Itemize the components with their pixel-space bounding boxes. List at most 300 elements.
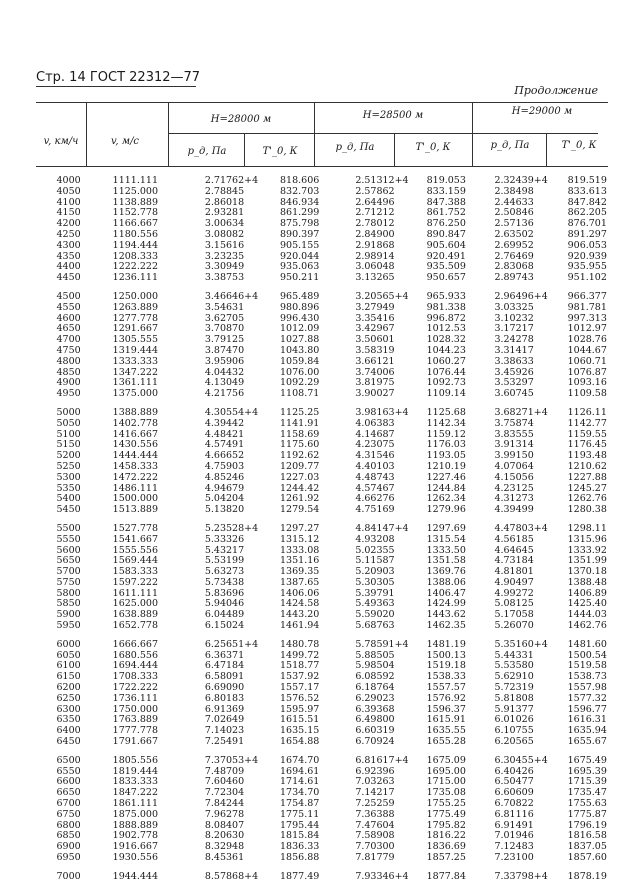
table-cell: 3.27949	[355, 301, 395, 313]
table-cell: 1722.222	[112, 682, 159, 694]
table-cell: 1227.46	[426, 471, 466, 483]
header-t-28000: T'_0, К	[262, 146, 298, 157]
table-cell: 833.613	[567, 185, 607, 197]
table-cell: 6300	[56, 703, 81, 715]
table-cell: 2.84900	[355, 228, 395, 240]
table-cell: 966.377	[567, 290, 607, 302]
table-cell: 3.30949	[204, 261, 245, 273]
table-cell: 1805.556	[112, 754, 159, 766]
table-cell: 1402.778	[112, 417, 159, 429]
table-cell: 1209.77	[280, 460, 320, 472]
table-cell: 1538.33	[426, 671, 466, 683]
table-cell: 1043.80	[280, 344, 320, 356]
table-cell: 1557.57	[426, 682, 466, 694]
table-cell: 819.519	[567, 175, 607, 186]
table-cell: 1109.58	[567, 388, 607, 400]
table-cell: 2.69952	[494, 239, 534, 251]
header-t-28500: T'_0, К	[415, 142, 451, 153]
table-cell: 818.606	[280, 175, 320, 186]
table-cell: 1152.778	[112, 207, 159, 219]
table-cell: 3.75874	[494, 417, 534, 429]
table-cell: 1795.44	[280, 819, 320, 831]
table-cell: 5.73438	[204, 576, 245, 588]
header-p-29000: p_д, Па	[490, 140, 530, 151]
table-cell: 6.01026	[494, 714, 534, 726]
table-cell: 6050	[56, 649, 81, 661]
table-cell: 1279.54	[280, 504, 320, 516]
table-cell: 4.30554+4	[204, 406, 259, 418]
table-cell: 3.42967	[355, 323, 395, 335]
col-divider	[546, 133, 547, 166]
table-cell: 1625.000	[112, 598, 159, 610]
table-cell: 1527.778	[112, 522, 159, 534]
table-cell: 3.00634	[204, 218, 245, 230]
table-cell: 1557.17	[280, 682, 320, 694]
table-cell: 7.12483	[494, 841, 534, 853]
table-cell: 6.69090	[204, 682, 245, 694]
table-cell: 1236.111	[112, 272, 159, 284]
table-cell: 3.58319	[355, 344, 395, 356]
table-cell: 5.35160+4	[494, 638, 548, 650]
table-cell: 3.24278	[494, 334, 534, 346]
table-cell: 6200	[56, 682, 81, 694]
table-cell: 1666.667	[112, 638, 159, 650]
table-cell: 1263.889	[112, 301, 159, 313]
table-head-rule	[36, 166, 608, 167]
table-cell: 2.32439+4	[494, 175, 548, 186]
table-cell: 7.47604	[355, 819, 395, 831]
table-cell: 2.50846	[494, 207, 534, 219]
table-cell: 8.20630	[204, 830, 245, 842]
table-cell: 5.20903	[355, 566, 395, 578]
table-cell: 1754.87	[280, 798, 320, 810]
table-cell: 4.64645	[494, 544, 534, 556]
table-cell: 1261.92	[280, 493, 320, 505]
table-row	[36, 810, 616, 821]
table-cell: 1262.34	[426, 493, 466, 505]
col-divider	[394, 133, 395, 166]
table-cell: 1837.05	[567, 841, 607, 853]
table-cell: 4.73184	[494, 555, 534, 567]
table-cell: 1583.333	[112, 566, 159, 578]
table-cell: 1654.88	[280, 736, 320, 748]
table-row	[36, 303, 616, 314]
table-cell: 1635.55	[426, 725, 466, 737]
table-cell: 1315.96	[567, 533, 607, 545]
table-cell: 4200	[56, 218, 81, 230]
table-cell: 6250	[56, 692, 81, 704]
table-cell: 5750	[56, 576, 81, 588]
table-cell: 1638.889	[112, 609, 159, 621]
table-cell: 2.96496+4	[494, 290, 548, 302]
table-cell: 4850	[56, 366, 81, 378]
table-cell: 1674.70	[280, 754, 320, 766]
table-cell: 5.59020	[355, 609, 395, 621]
table-cell: 4900	[56, 377, 81, 389]
table-cell: 1694.444	[112, 660, 159, 672]
table-cell: 4.48743	[355, 471, 395, 483]
table-cell: 7.58908	[355, 830, 395, 842]
table-cell: 3.81975	[355, 377, 395, 389]
table-cell: 1315.54	[426, 533, 466, 545]
table-cell: 1461.94	[280, 620, 320, 632]
table-row	[36, 872, 616, 883]
table-cell: 4.57467	[355, 482, 395, 494]
table-cell: 3.50601	[355, 334, 395, 346]
table-cell: 1695.39	[567, 765, 607, 777]
table-cell: 4.31273	[494, 493, 534, 505]
table-cell: 876.250	[426, 218, 466, 230]
table-cell: 3.83555	[494, 428, 534, 440]
table-cell: 1406.89	[567, 587, 607, 599]
table-cell: 3.10232	[494, 312, 534, 324]
table-cell: 6.81116	[494, 808, 534, 820]
table-cell: 5.43217	[204, 544, 245, 556]
table-cell: 5000	[56, 406, 81, 418]
table-cell: 981.781	[567, 301, 607, 313]
table-cell: 6.15024	[204, 620, 245, 632]
table-cell: 875.798	[280, 218, 320, 230]
row-group	[36, 756, 616, 864]
table-cell: 965.933	[426, 290, 466, 302]
table-cell: 1424.58	[280, 598, 320, 610]
table-cell: 6.29023	[355, 692, 395, 704]
table-cell: 5700	[56, 566, 81, 578]
table-cell: 4.90497	[494, 576, 534, 588]
table-cell: 6800	[56, 819, 81, 831]
table-cell: 1861.111	[112, 798, 159, 810]
table-cell: 1736.111	[112, 692, 159, 704]
table-cell: 4.57491	[204, 439, 245, 451]
table-cell: 1370.18	[567, 566, 607, 578]
table-cell: 4400	[56, 261, 81, 273]
table-cell: 1833.333	[112, 776, 159, 788]
table-cell: 5550	[56, 533, 81, 545]
table-cell: 2.83068	[494, 261, 534, 273]
table-cell: 5.94046	[204, 598, 245, 610]
table-cell: 4100	[56, 196, 81, 208]
table-row	[36, 853, 616, 864]
table-cell: 6700	[56, 798, 81, 810]
table-cell: 1652.778	[112, 620, 159, 632]
table-cell: 6850	[56, 830, 81, 842]
table-cell: 3.20565+4	[355, 290, 409, 302]
table-cell: 1369.76	[426, 566, 466, 578]
row-group	[36, 408, 616, 516]
table-cell: 1500.000	[112, 493, 159, 505]
table-cell: 1012.97	[567, 323, 607, 335]
table-row	[36, 241, 616, 252]
table-cell: 5450	[56, 504, 81, 516]
col-divider	[86, 102, 87, 166]
table-cell: 997.313	[567, 312, 607, 324]
table-cell: 1425.40	[567, 598, 607, 610]
table-cell: 847.388	[426, 196, 466, 208]
table-cell: 1486.111	[112, 482, 159, 494]
table-cell: 1222.222	[112, 261, 159, 273]
table-row	[36, 389, 616, 400]
table-cell: 1142.34	[426, 417, 466, 429]
table-cell: 5800	[56, 587, 81, 599]
table-cell: 6.20565	[494, 736, 534, 748]
table-cell: 6.91491	[494, 819, 534, 831]
table-cell: 5650	[56, 555, 81, 567]
table-cell: 7.02649	[204, 714, 245, 726]
table-cell: 2.98914	[355, 250, 395, 262]
table-cell: 1615.91	[426, 714, 466, 726]
table-cell: 4.40103	[355, 460, 395, 472]
table-cell: 1930.556	[112, 852, 159, 864]
table-cell: 5.13820	[204, 504, 245, 516]
table-cell: 1750.000	[112, 703, 159, 715]
table-cell: 2.38498	[494, 185, 534, 197]
table-cell: 4.81801	[494, 566, 534, 578]
header-p-28000: p_д, Па	[187, 146, 227, 157]
table-cell: 3.87470	[204, 344, 245, 356]
table-cell: 4.75169	[355, 504, 395, 516]
table-cell: 996.872	[426, 312, 466, 324]
table-cell: 1319.444	[112, 344, 159, 356]
table-cell: 1775.87	[567, 808, 607, 820]
table-cell: 5.53199	[204, 555, 245, 567]
table-cell: 1126.11	[567, 406, 607, 418]
group-rule	[168, 133, 598, 134]
table-cell: 7.36388	[355, 808, 395, 820]
table-cell: 1537.92	[280, 671, 320, 683]
table-cell: 5.62910	[494, 671, 534, 683]
table-cell: 1480.78	[280, 638, 320, 650]
table-cell: 950.657	[426, 272, 466, 284]
table-cell: 1795.82	[426, 819, 466, 831]
table-cell: 3.79125	[204, 334, 245, 346]
table-cell: 6.60319	[355, 725, 395, 737]
table-cell: 1388.889	[112, 406, 159, 418]
table-cell: 1877.49	[280, 870, 320, 882]
table-cell: 4.31546	[355, 450, 395, 462]
table-cell: 4.04432	[204, 366, 245, 378]
table-cell: 1244.42	[280, 482, 320, 494]
table-cell: 3.90027	[355, 388, 395, 400]
table-cell: 1333.92	[567, 544, 607, 556]
table-cell: 1351.16	[280, 555, 320, 567]
table-cell: 5150	[56, 439, 81, 451]
table-cell: 5.30305	[355, 576, 395, 588]
table-cell: 4050	[56, 185, 81, 197]
table-cell: 6.91369	[204, 703, 245, 715]
table-cell: 1192.62	[280, 450, 320, 462]
table-cell: 1675.09	[426, 754, 466, 766]
table-cell: 6.70924	[355, 736, 395, 748]
table-cell: 1557.98	[567, 682, 607, 694]
table-cell: 3.46646+4	[204, 290, 259, 302]
table-cell: 1836.33	[280, 841, 320, 853]
table-cell: 2.78845	[204, 185, 245, 197]
table-cell: 1777.778	[112, 725, 159, 737]
table-cell: 4.15056	[494, 471, 534, 483]
table-cell: 6550	[56, 765, 81, 777]
row-group	[36, 292, 616, 400]
table-cell: 1595.97	[280, 703, 320, 715]
table-cell: 6150	[56, 671, 81, 683]
table-cell: 4600	[56, 312, 81, 324]
table-cell: 3.95906	[204, 355, 245, 367]
table-cell: 4.14687	[355, 428, 395, 440]
table-cell: 1513.889	[112, 504, 159, 516]
table-cell: 1138.889	[112, 196, 159, 208]
table-cell: 2.57136	[494, 218, 534, 230]
table-cell: 3.15616	[204, 239, 245, 251]
table-cell: 1499.72	[280, 649, 320, 661]
table-cell: 5.33326	[204, 533, 245, 545]
table-cell: 7.01946	[494, 830, 534, 842]
table-cell: 4350	[56, 250, 81, 262]
table-cell: 5.26070	[494, 620, 534, 632]
table-cell: 3.06048	[355, 261, 395, 273]
table-cell: 1424.99	[426, 598, 466, 610]
table-cell: 1305.555	[112, 334, 159, 346]
table-cell: 1406.47	[426, 587, 466, 599]
table-cell: 1596.37	[426, 703, 466, 715]
table-cell: 1092.73	[426, 377, 466, 389]
table-cell: 1714.61	[280, 776, 320, 788]
table-cell: 5.08125	[494, 598, 534, 610]
table-cell: 1388.48	[567, 576, 607, 588]
table-cell: 1125.25	[280, 406, 320, 418]
table-cell: 6600	[56, 776, 81, 788]
table-cell: 4250	[56, 228, 81, 240]
group-header-28000: H=28000 м	[210, 114, 272, 125]
table-cell: 4.21756	[204, 388, 245, 400]
table-cell: 1210.62	[567, 460, 607, 472]
table-cell: 981.338	[426, 301, 466, 313]
table-cell: 1576.52	[280, 692, 320, 704]
table-cell: 5.63273	[204, 566, 245, 578]
table-cell: 5600	[56, 544, 81, 556]
table-cell: 1159.55	[567, 428, 607, 440]
table-cell: 4.66652	[204, 450, 245, 462]
table-cell: 920.939	[567, 250, 607, 262]
col-divider	[244, 133, 245, 166]
table-cell: 8.57868+4	[204, 870, 259, 882]
table-cell: 4650	[56, 323, 81, 335]
table-cell: 2.63502	[494, 228, 534, 240]
table-cell: 890.847	[426, 228, 466, 240]
table-cell: 905.604	[426, 239, 466, 251]
table-cell: 6.04489	[204, 609, 245, 621]
table-cell: 3.35416	[355, 312, 395, 324]
table-cell: 862.205	[567, 207, 607, 219]
table-cell: 1615.51	[280, 714, 320, 726]
table-cell: 1298.11	[567, 522, 607, 534]
table-cell: 2.76469	[494, 250, 534, 262]
row-group	[36, 640, 616, 748]
table-cell: 6.25651+4	[204, 638, 259, 650]
table-cell: 4.84147+4	[355, 522, 409, 534]
table-cell: 6.70822	[494, 798, 534, 810]
row-group	[36, 524, 616, 632]
table-cell: 1443.62	[426, 609, 466, 621]
table-cell: 1291.667	[112, 323, 159, 335]
table-cell: 6400	[56, 725, 81, 737]
table-cell: 7000	[56, 870, 81, 882]
table-cell: 6.30455+4	[494, 754, 548, 766]
table-cell: 1635.15	[280, 725, 320, 737]
continuation-label: Продолжение	[514, 84, 598, 97]
table-cell: 5.88505	[355, 649, 395, 661]
table-cell: 4.39499	[494, 504, 534, 516]
table-cell: 1462.76	[567, 620, 607, 632]
table-cell: 2.64496	[355, 196, 395, 208]
table-cell: 1715.39	[567, 776, 607, 788]
table-cell: 1443.20	[280, 609, 320, 621]
table-cell: 1819.444	[112, 765, 159, 777]
table-cell: 7.33798+4	[494, 870, 548, 882]
table-cell: 7.23100	[494, 852, 534, 864]
table-cell: 3.98163+4	[355, 406, 409, 418]
table-cell: 1816.22	[426, 830, 466, 842]
table-cell: 6.10755	[494, 725, 534, 737]
table-cell: 1836.69	[426, 841, 466, 853]
table-cell: 1518.77	[280, 660, 320, 672]
table-cell: 5.49363	[355, 598, 395, 610]
table-cell: 5500	[56, 522, 81, 534]
table-cell: 4.99272	[494, 587, 534, 599]
table-cell: 1462.35	[426, 620, 466, 632]
table-cell: 1847.222	[112, 787, 159, 799]
table-cell: 4750	[56, 344, 81, 356]
table-cell: 1481.60	[567, 638, 607, 650]
table-cell: 5050	[56, 417, 81, 429]
table-cell: 1250.000	[112, 290, 159, 302]
table-cell: 905.155	[280, 239, 320, 251]
table-cell: 1076.00	[280, 366, 320, 378]
table-cell: 3.74006	[355, 366, 395, 378]
table-cell: 7.72304	[204, 787, 245, 799]
table-cell: 819.053	[426, 175, 466, 186]
table-cell: 5300	[56, 471, 81, 483]
table-cell: 890.397	[280, 228, 320, 240]
table-cell: 1109.14	[426, 388, 466, 400]
table-cell: 7.84244	[204, 798, 245, 810]
table-cell: 996.430	[280, 312, 320, 324]
table-cell: 4.66276	[355, 493, 395, 505]
table-cell: 6.08592	[355, 671, 395, 683]
table-cell: 1028.32	[426, 334, 466, 346]
table-cell: 5.02355	[355, 544, 395, 556]
table-cell: 1315.12	[280, 533, 320, 545]
table-cell: 1279.96	[426, 504, 466, 516]
table-cell: 920.491	[426, 250, 466, 262]
table-cell: 833.159	[426, 185, 466, 197]
table-cell: 7.48709	[204, 765, 245, 777]
table-cell: 1245.27	[567, 482, 607, 494]
table-cell: 1611.111	[112, 587, 159, 599]
table-cell: 6350	[56, 714, 81, 726]
table-cell: 5.81808	[494, 692, 534, 704]
table-cell: 1734.70	[280, 787, 320, 799]
table-cell: 1857.25	[426, 852, 466, 864]
table-cell: 1944.444	[112, 870, 159, 882]
header-rule	[36, 86, 196, 87]
table-cell: 7.14023	[204, 725, 245, 737]
table-cell: 4.23125	[494, 482, 534, 494]
table-cell: 1297.27	[280, 522, 320, 534]
table-cell: 1060.27	[426, 355, 466, 367]
row-group	[36, 176, 616, 284]
table-cell: 1060.71	[567, 355, 607, 367]
table-cell: 4.56185	[494, 533, 534, 545]
table-cell: 1193.48	[567, 450, 607, 462]
